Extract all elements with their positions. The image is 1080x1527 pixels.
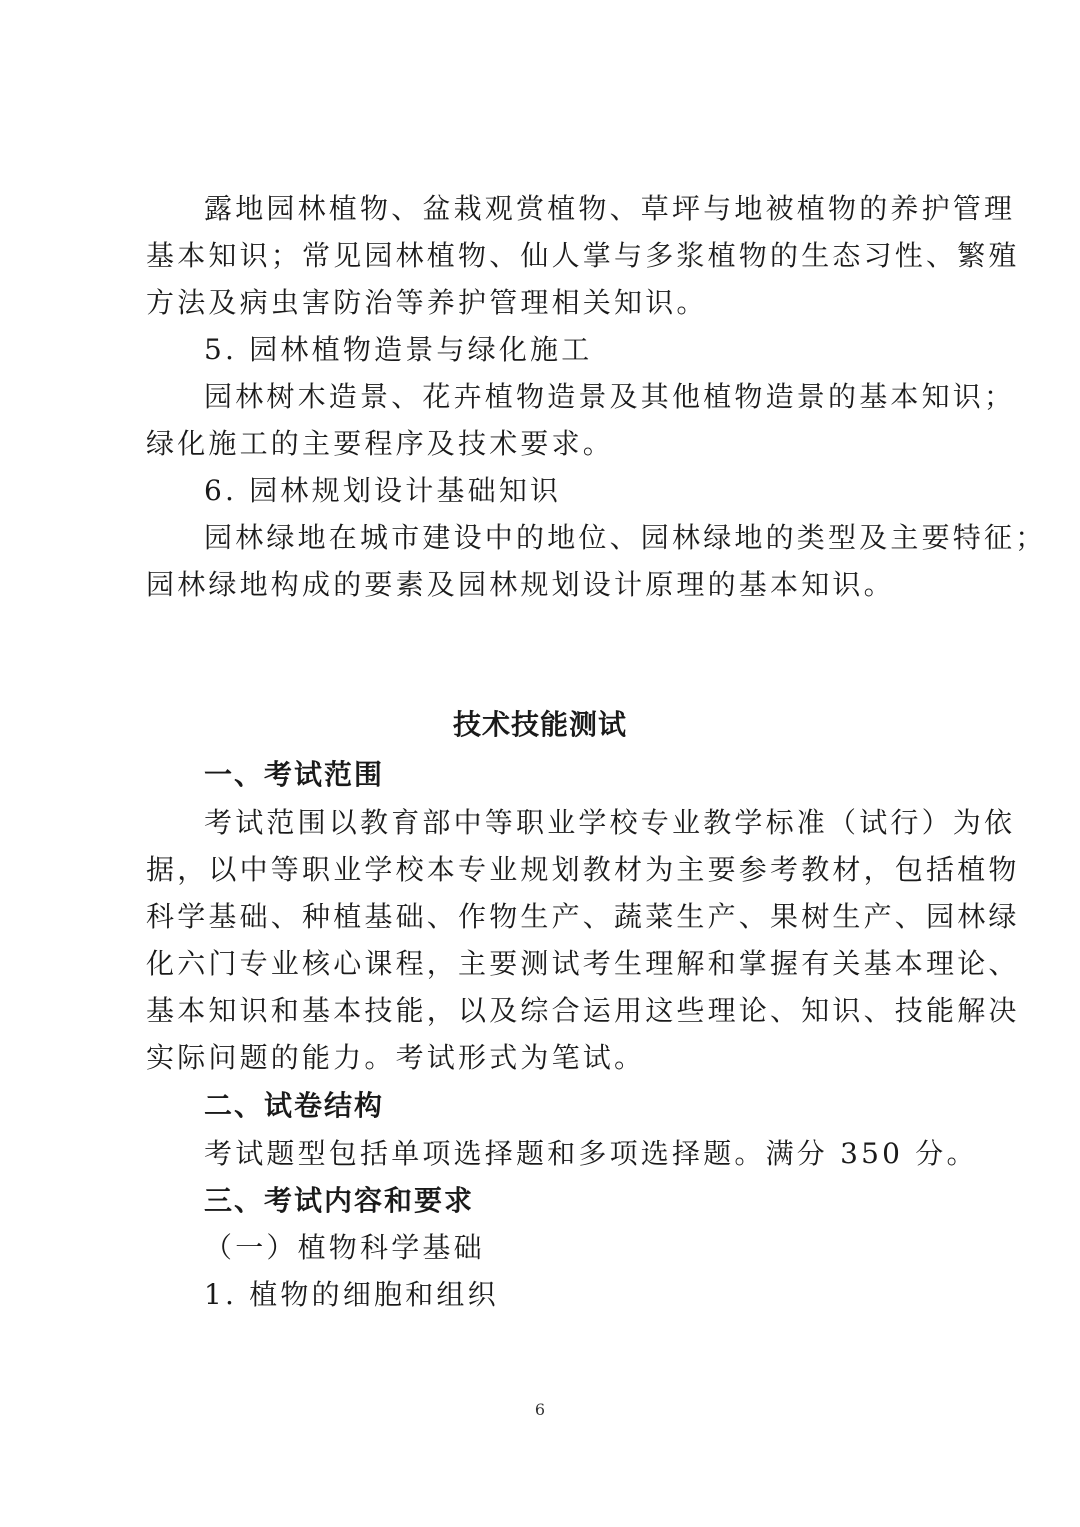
paragraph-line: 露地园林植物、盆栽观赏植物、草坪与地被植物的养护管理	[204, 192, 1016, 225]
paragraph-line: 基本知识；常见园林植物、仙人掌与多浆植物的生态习性、繁殖	[146, 239, 1020, 272]
page-number: 6	[534, 1400, 546, 1419]
paragraph-line: 化六门专业核心课程，主要测试考生理解和掌握有关基本理论、	[146, 947, 1020, 980]
paragraph-line: 据，以中等职业学校本专业规划教材为主要参考教材，包括植物	[146, 853, 1020, 886]
paragraph-line: 方法及病虫害防治等养护管理相关知识。	[146, 286, 708, 319]
item-heading-1: 1. 植物的细胞和组织	[204, 1278, 499, 1311]
paragraph-line: 考试题型包括单项选择题和多项选择题。满分 350 分。	[204, 1137, 978, 1170]
paragraph-line: 园林绿地构成的要素及园林规划设计原理的基本知识。	[146, 568, 895, 601]
section-title: 技术技能测试	[452, 708, 627, 741]
paragraph-line: 实际问题的能力。考试形式为笔试。	[146, 1041, 646, 1074]
paragraph-line: 园林树木造景、花卉植物造景及其他植物造景的基本知识；	[204, 380, 1016, 413]
paragraph-line: 科学基础、种植基础、作物生产、蔬菜生产、果树生产、园林绿	[146, 900, 1020, 933]
subheading-plant-science: （一）植物科学基础	[204, 1231, 485, 1264]
item-heading-5: 5. 园林植物造景与绿化施工	[204, 333, 593, 366]
heading-paper-structure: 二、试卷结构	[204, 1089, 385, 1122]
heading-content-requirements: 三、考试内容和要求	[204, 1184, 475, 1217]
item-heading-6: 6. 园林规划设计基础知识	[204, 474, 562, 507]
paragraph-line: 绿化施工的主要程序及技术要求。	[146, 427, 615, 460]
paragraph-line: 园林绿地在城市建设中的地位、园林绿地的类型及主要特征；	[204, 521, 1047, 554]
heading-exam-scope: 一、考试范围	[204, 758, 385, 791]
paragraph-line: 基本知识和基本技能，以及综合运用这些理论、知识、技能解决	[146, 994, 1020, 1027]
paragraph-line: 考试范围以教育部中等职业学校专业教学标准（试行）为依	[204, 806, 1016, 839]
